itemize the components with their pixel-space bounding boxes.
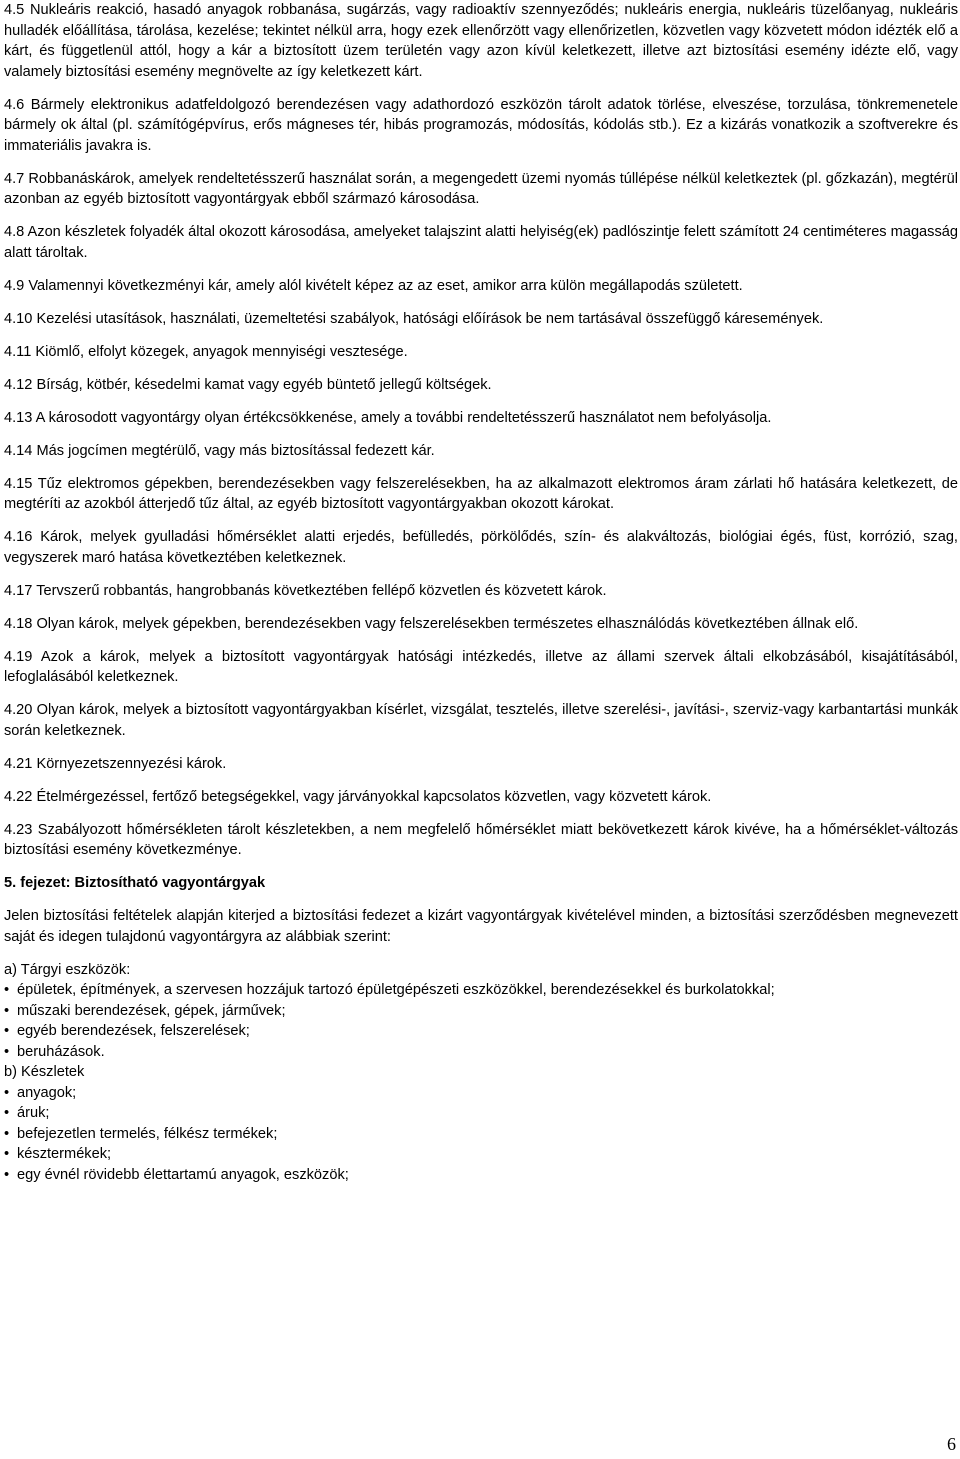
list-item: • egyéb berendezések, felszerelések; [4,1021,958,1042]
list-item: • késztermékek; [4,1144,958,1165]
clause-4-9: 4.9 Valamennyi következményi kár, amely alól kivételt képez az az eset, amikor arra külön megállapodás született. [4,277,743,294]
clause-4-20: 4.20 Olyan károk, melyek a biztosított vagyontárgyakban kísérlet, vizsgálat, tesztelés, illetve szerelési-, javítási-, szerviz-vagy karbantartási munkák során keletkeznek. [4,702,958,739]
clause-4-15: 4.15 Tűz elektromos gépekben, berendezésekben vagy felszerelésekben, ha az alkalmazott elektromos áram zárlati hő hatására keletkezett, de megtéríti az azokból átterjedő tűz által, az egyéb biztosított vagyontárgyakban okozott károkat. [4,475,958,512]
list-item: • épületek, építmények, a szervesen hozzájuk tartozó épületgépészeti eszközökkel, berendezésekkel és burkolatokkal; [4,980,958,1001]
section-heading: 5. fejezet: Biztosítható vagyontárgyak [4,875,266,891]
clause-4-21: 4.21 Környezetszennyezési károk. [4,755,227,772]
list-item: • áruk; [4,1103,958,1124]
document-page [4,0,958,1459]
list-b-items [4,1083,958,1186]
clause-4-17: 4.17 Tervszerű robbantás, hangrobbanás következtében fellépő közvetlen és közvetett károk. [4,582,607,599]
list-b [4,1062,958,1185]
page-number: 6 [947,1434,956,1454]
clause-4-22: 4.22 Ételmérgezéssel, fertőző betegségekkel, vagy járványokkal kapcsolatos közvetlen, vagy közvetett károk. [4,788,712,805]
list-item: • befejezetlen termelés, félkész termékek; [4,1124,958,1145]
list-item: • beruházások. [4,1042,958,1063]
clause-4-23: 4.23 Szabályozott hőmérsékleten tárolt készletekben, a nem megfelelő hőmérséklet miatt bekövetkezett károk kivéve, ha a hőmérséklet-változás biztosítási esemény következménye. [4,821,958,858]
list-item: • egy évnél rövidebb élettartamú anyagok, eszközök; [4,1165,958,1186]
list-item: • anyagok; [4,1083,958,1104]
clause-4-14: 4.14 Más jogcímen megtérülő, vagy más biztosítással fedezett kár. [4,442,435,459]
list-item: • műszaki berendezések, gépek, járművek; [4,1001,958,1022]
clause-4-7: 4.7 Robbanáskárok, amelyek rendeltetésszerű használat során, a megengedett üzemi nyomás túllépése nélkül keletkeztek (pl. gőzkazán), megtérül azonban az egyéb biztosított vagyontárgyak ebből származó károsodása. [4,170,958,207]
list-a [4,960,958,1063]
clause-4-5: 4.5 Nukleáris reakció, hasadó anyagok robbanása, sugárzás, vagy radioaktív szennyeződés; nukleáris energia, nukleáris tüzelőanyag, nukleáris hulladék előállítása, tárolása, kezelése; tekintet nélkül arra, hogy ezek ellenőrzött vagy ellenőrizetlen, közvetlen vagy közvetett módon idézték elő a kárt, és függetlenül attól, hogy a kár a biztosított üzem területén vagy azon kívül keletkezett, illetve azt biztosítási esemény idézte elő, vagy valamely biztosítási esemény megnövelte az így keletkezett kárt. [4,2,958,80]
clause-4-11: 4.11 Kiömlő, elfolyt közegek, anyagok mennyiségi vesztesége. [4,343,408,360]
clause-4-19: 4.19 Azok a károk, melyek a biztosított vagyontárgyak hatósági intézkedés, illetve az állami szervek általi elkobzásából, kisajátításából, lefoglalásából keletkeznek. [4,648,958,685]
clause-4-8: 4.8 Azon készletek folyadék által okozott károsodása, amelyeket talajszint alatti helyiség(ek) padlószintje felett számított 24 centiméteres magasság alatt tároltak. [4,224,958,261]
section-intro: Jelen biztosítási feltételek alapján kiterjed a biztosítási fedezet a kizárt vagyontárgyak kivételével minden, a biztosítási szerződésben megnevezett saját és idegen tulajdonú vagyontárgyra az alábbiak szerint: [4,908,958,945]
list-b-heading: b) Készletek [4,1064,85,1080]
clause-4-6: 4.6 Bármely elektronikus adatfeldolgozó berendezésen vagy adathordozó eszközön tárolt adatok törlése, elveszése, torzulása, tönkremenetele bármely ok által (pl. számítógépvírus, erős mágneses tér, hibás programozás, módosítás, kódolás stb.). Ez a kizárás vonatkozik a szoftverekre és immateriális javakra is. [4,96,958,154]
clause-4-12: 4.12 Bírság, kötbér, késedelmi kamat vagy egyéb büntető jellegű költségek. [4,376,492,393]
clause-4-16: 4.16 Károk, melyek gyulladási hőmérséklet alatti erjedés, befülledés, pörkölődés, szín- és alakváltozás, biológiai égés, füst, korrózió, szag, vegyszerek maró hatása következtében keletkeznek. [4,529,958,566]
clause-4-10: 4.10 Kezelési utasítások, használati, üzemeltetési szabályok, hatósági előírások be nem tartásával összefüggő káresemények. [4,310,824,327]
clause-4-18: 4.18 Olyan károk, melyek gépekben, berendezésekben vagy felszerelésekben természetes elhasználódás következtében állnak elő. [4,615,859,632]
clause-4-13: 4.13 A károsodott vagyontárgy olyan értékcsökkenése, amely a további rendeltetésszerű használatot nem befolyásolja. [4,409,772,426]
list-a-items [4,980,958,1062]
list-a-heading: a) Tárgyi eszközök: [4,961,131,978]
